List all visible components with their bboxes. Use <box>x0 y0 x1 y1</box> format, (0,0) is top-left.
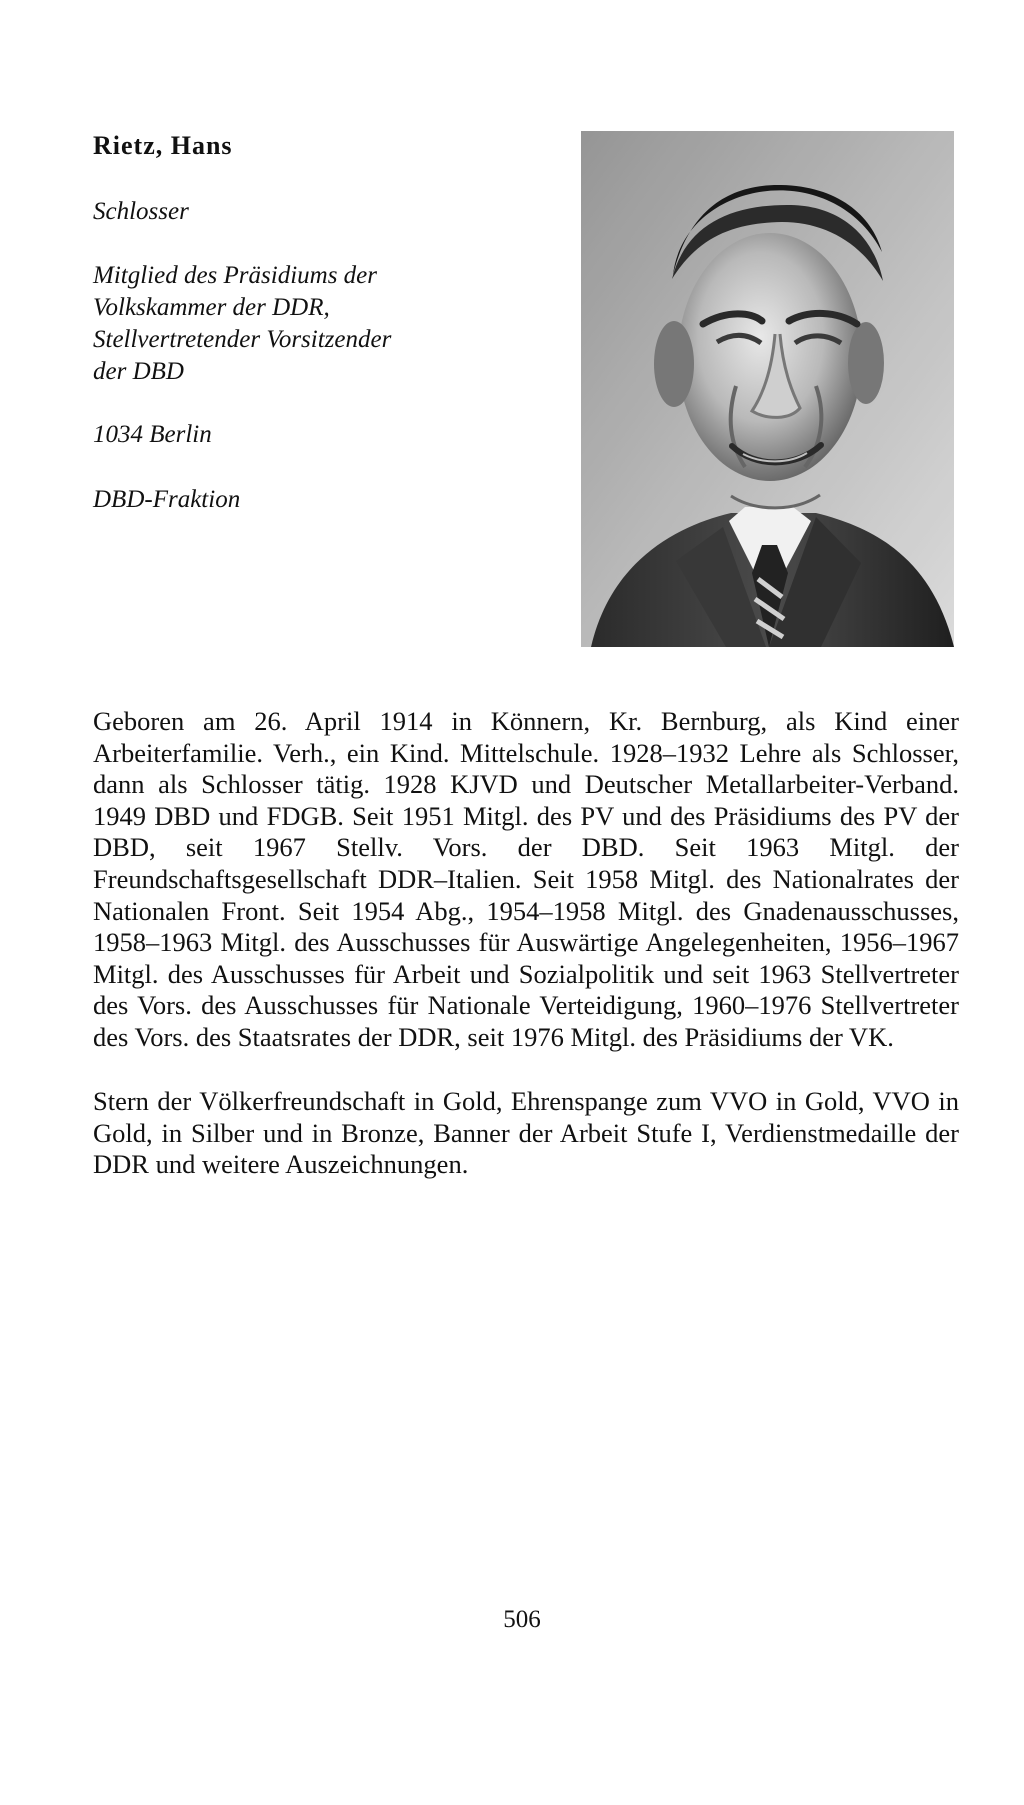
biography-text: Geboren am 26. April 1914 in Könnern, Kr. Bernburg, als Kind einer Arbeiterfamilie. Verh., ein Kind. Mittelschule. 1928–1932 Lehre als Schlosser, dann als Schlosser tätig. 1928 KJVD und Deutscher Metallarbeiter-Verband. 1949 DBD und FDGB. Seit 1951 Mitgl. des PV und des Präsidiums des PV der DBD, seit 1967 Stellv. Vors. der DBD. Seit 1963 Mitgl. der Freundschaftsgesellschaft DDR–Italien. Seit 1958 Mitgl. des Nationalrates der Nationalen Front. Seit 1954 Abg., 1954–1958 Mitgl. des Gnadenausschusses, 1958–1963 Mitgl. des Ausschusses für Auswärtige Angelegenheiten, 1956–1967 Mitgl. des Ausschusses für Arbeit und Sozialpolitik und seit 1963 Stellvertreter des Vors. des Ausschusses für Nationale Verteidigung, 1960–1976 Stellvertreter des Vors. des Staatsrates der DDR, seit 1976 Mitgl. des Präsidiums der VK. <box>93 706 959 1052</box>
person-functions <box>93 260 473 388</box>
person-name: Rietz, Hans <box>93 131 233 160</box>
portrait-photo <box>581 131 954 647</box>
function-line: Mitglied des Präsidiums der <box>93 262 378 289</box>
function-line: Stellvertretender Vorsitzender <box>93 326 392 353</box>
function-line: Volkskammer der DDR, <box>93 294 330 321</box>
person-profession: Schlosser <box>93 198 189 225</box>
person-address: 1034 Berlin <box>93 421 212 448</box>
person-faction: DBD-Fraktion <box>93 486 241 513</box>
portrait-illustration <box>581 131 954 647</box>
page-number: 506 <box>503 1606 541 1633</box>
awards-text: Stern der Völkerfreundschaft in Gold, Ehrenspange zum VVO in Gold, VVO in Gold, in Silber und in Bronze, Banner der Arbeit Stufe I, Verdienstmedaille der DDR und weitere Auszeichnungen. <box>93 1086 959 1180</box>
function-line: der DBD <box>93 358 184 385</box>
